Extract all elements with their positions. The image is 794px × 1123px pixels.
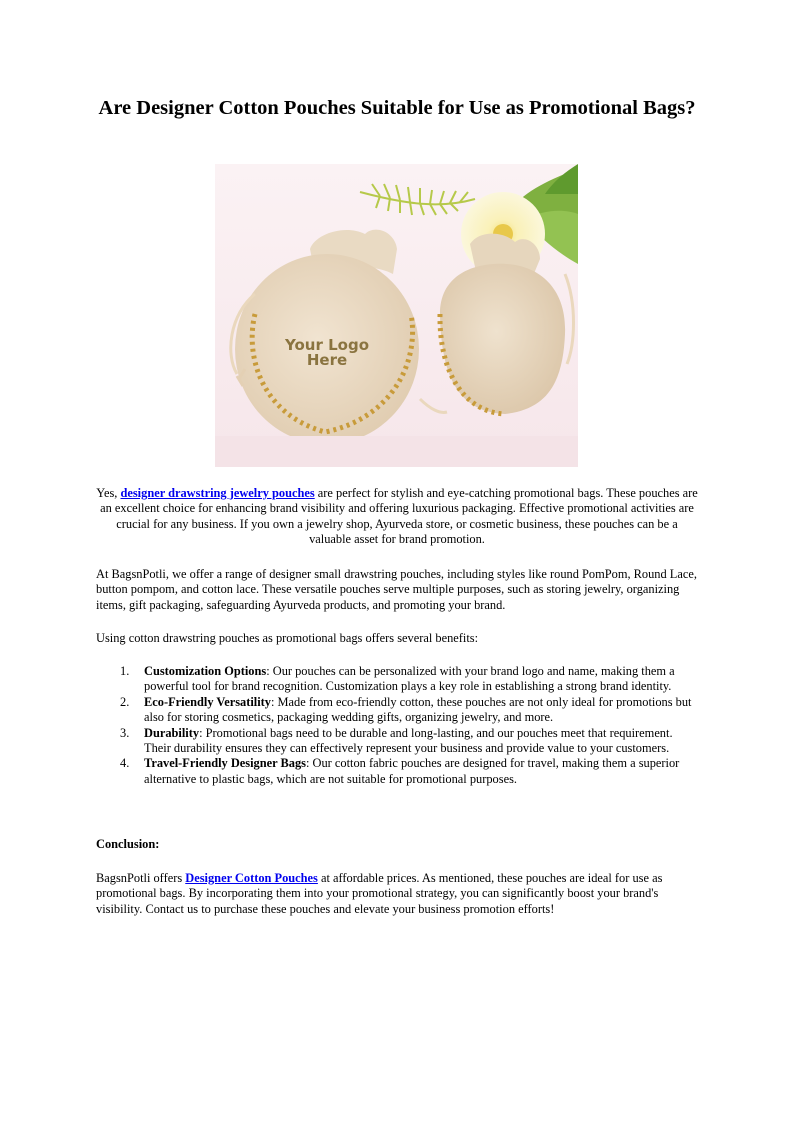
list-number: 4. — [120, 756, 130, 771]
benefits-list — [96, 664, 698, 787]
paragraph-offerings: At BagsnPotli, we offer a range of designer small drawstring pouches, including styles like round PomPom, Round Lace, button pompom, and cotton lace. These versatile pouches serve multiple purposes, such as storing jewelry, organizing items, gift packaging, safeguarding Ayurveda products, and promoting your brand. — [96, 567, 697, 612]
page-title: Are Designer Cotton Pouches Suitable for Use as Promotional Bags? — [98, 97, 696, 119]
benefit-text: : Made from eco-friendly cotton, these pouches are not only ideal for promotions but also for storing cosmetics, packaging wedding gifts, organizing jewelry, and more. — [144, 694, 692, 725]
intro-text-before: Yes, — [96, 486, 121, 500]
list-item — [96, 664, 698, 695]
list-item — [96, 695, 698, 726]
paragraph-benefits-intro: Using cotton drawstring pouches as promotional bags offers several benefits: — [96, 631, 479, 645]
benefit-text: : Our cotton fabric pouches are designed for travel, making them a superior alternative to plastic bags, which are not suitable for promotional purposes. — [144, 756, 680, 786]
benefit-title: Eco-Friendly Versatility — [144, 694, 271, 709]
logo-line1: Your Logo — [285, 336, 369, 354]
designer-cotton-pouches-link[interactable]: Designer Cotton Pouches — [185, 871, 318, 885]
logo-line2: Here — [306, 351, 348, 369]
conclusion-text-after: at affordable prices. As mentioned, these pouches are ideal for use as promotional bags. By incorporating them into your promotional strategy, you can significantly boost your brand's visibility. Contact us to purchase these pouches and elevate your business promotion efforts! — [96, 871, 663, 916]
benefit-title: Travel-Friendly Designer Bags — [144, 756, 306, 771]
benefit-text: : Our pouches can be personalized with your brand logo and name, making them a powerful tool for brand recognition. Customization plays a key role in establishing a strong brand identity. — [144, 664, 675, 694]
list-number: 3. — [120, 725, 130, 740]
list-number: 1. — [120, 664, 130, 678]
list-item — [96, 726, 698, 757]
intro-text-after: are perfect for stylish and eye-catching promotional bags. These pouches are an excellent choice for enhancing brand visibility and offering luxurious packaging. Effective promotional activities are crucial for any business. If you own a jewelry shop, Ayurveda store, or cosmetic business, these pouches can be a valuable asset for brand promotion. — [100, 486, 698, 547]
list-item — [96, 756, 698, 787]
designer-drawstring-jewelry-pouches-link[interactable]: designer drawstring jewelry pouches — [120, 486, 315, 500]
conclusion-heading: Conclusion: — [96, 837, 160, 851]
intro-paragraph — [96, 486, 698, 548]
conclusion-text-before: BagsnPotli offers — [96, 871, 186, 885]
benefit-title: Customization Options — [144, 664, 267, 678]
benefit-title: Durability — [144, 725, 200, 740]
list-number: 2. — [120, 694, 130, 709]
benefit-text: : Promotional bags need to be durable and long-lasting, and our pouches meet that requirement. Their durability ensures they can effectively represent your business and provide value to your customers. — [144, 725, 673, 756]
conclusion-paragraph — [96, 871, 698, 917]
product-photo — [215, 164, 578, 467]
